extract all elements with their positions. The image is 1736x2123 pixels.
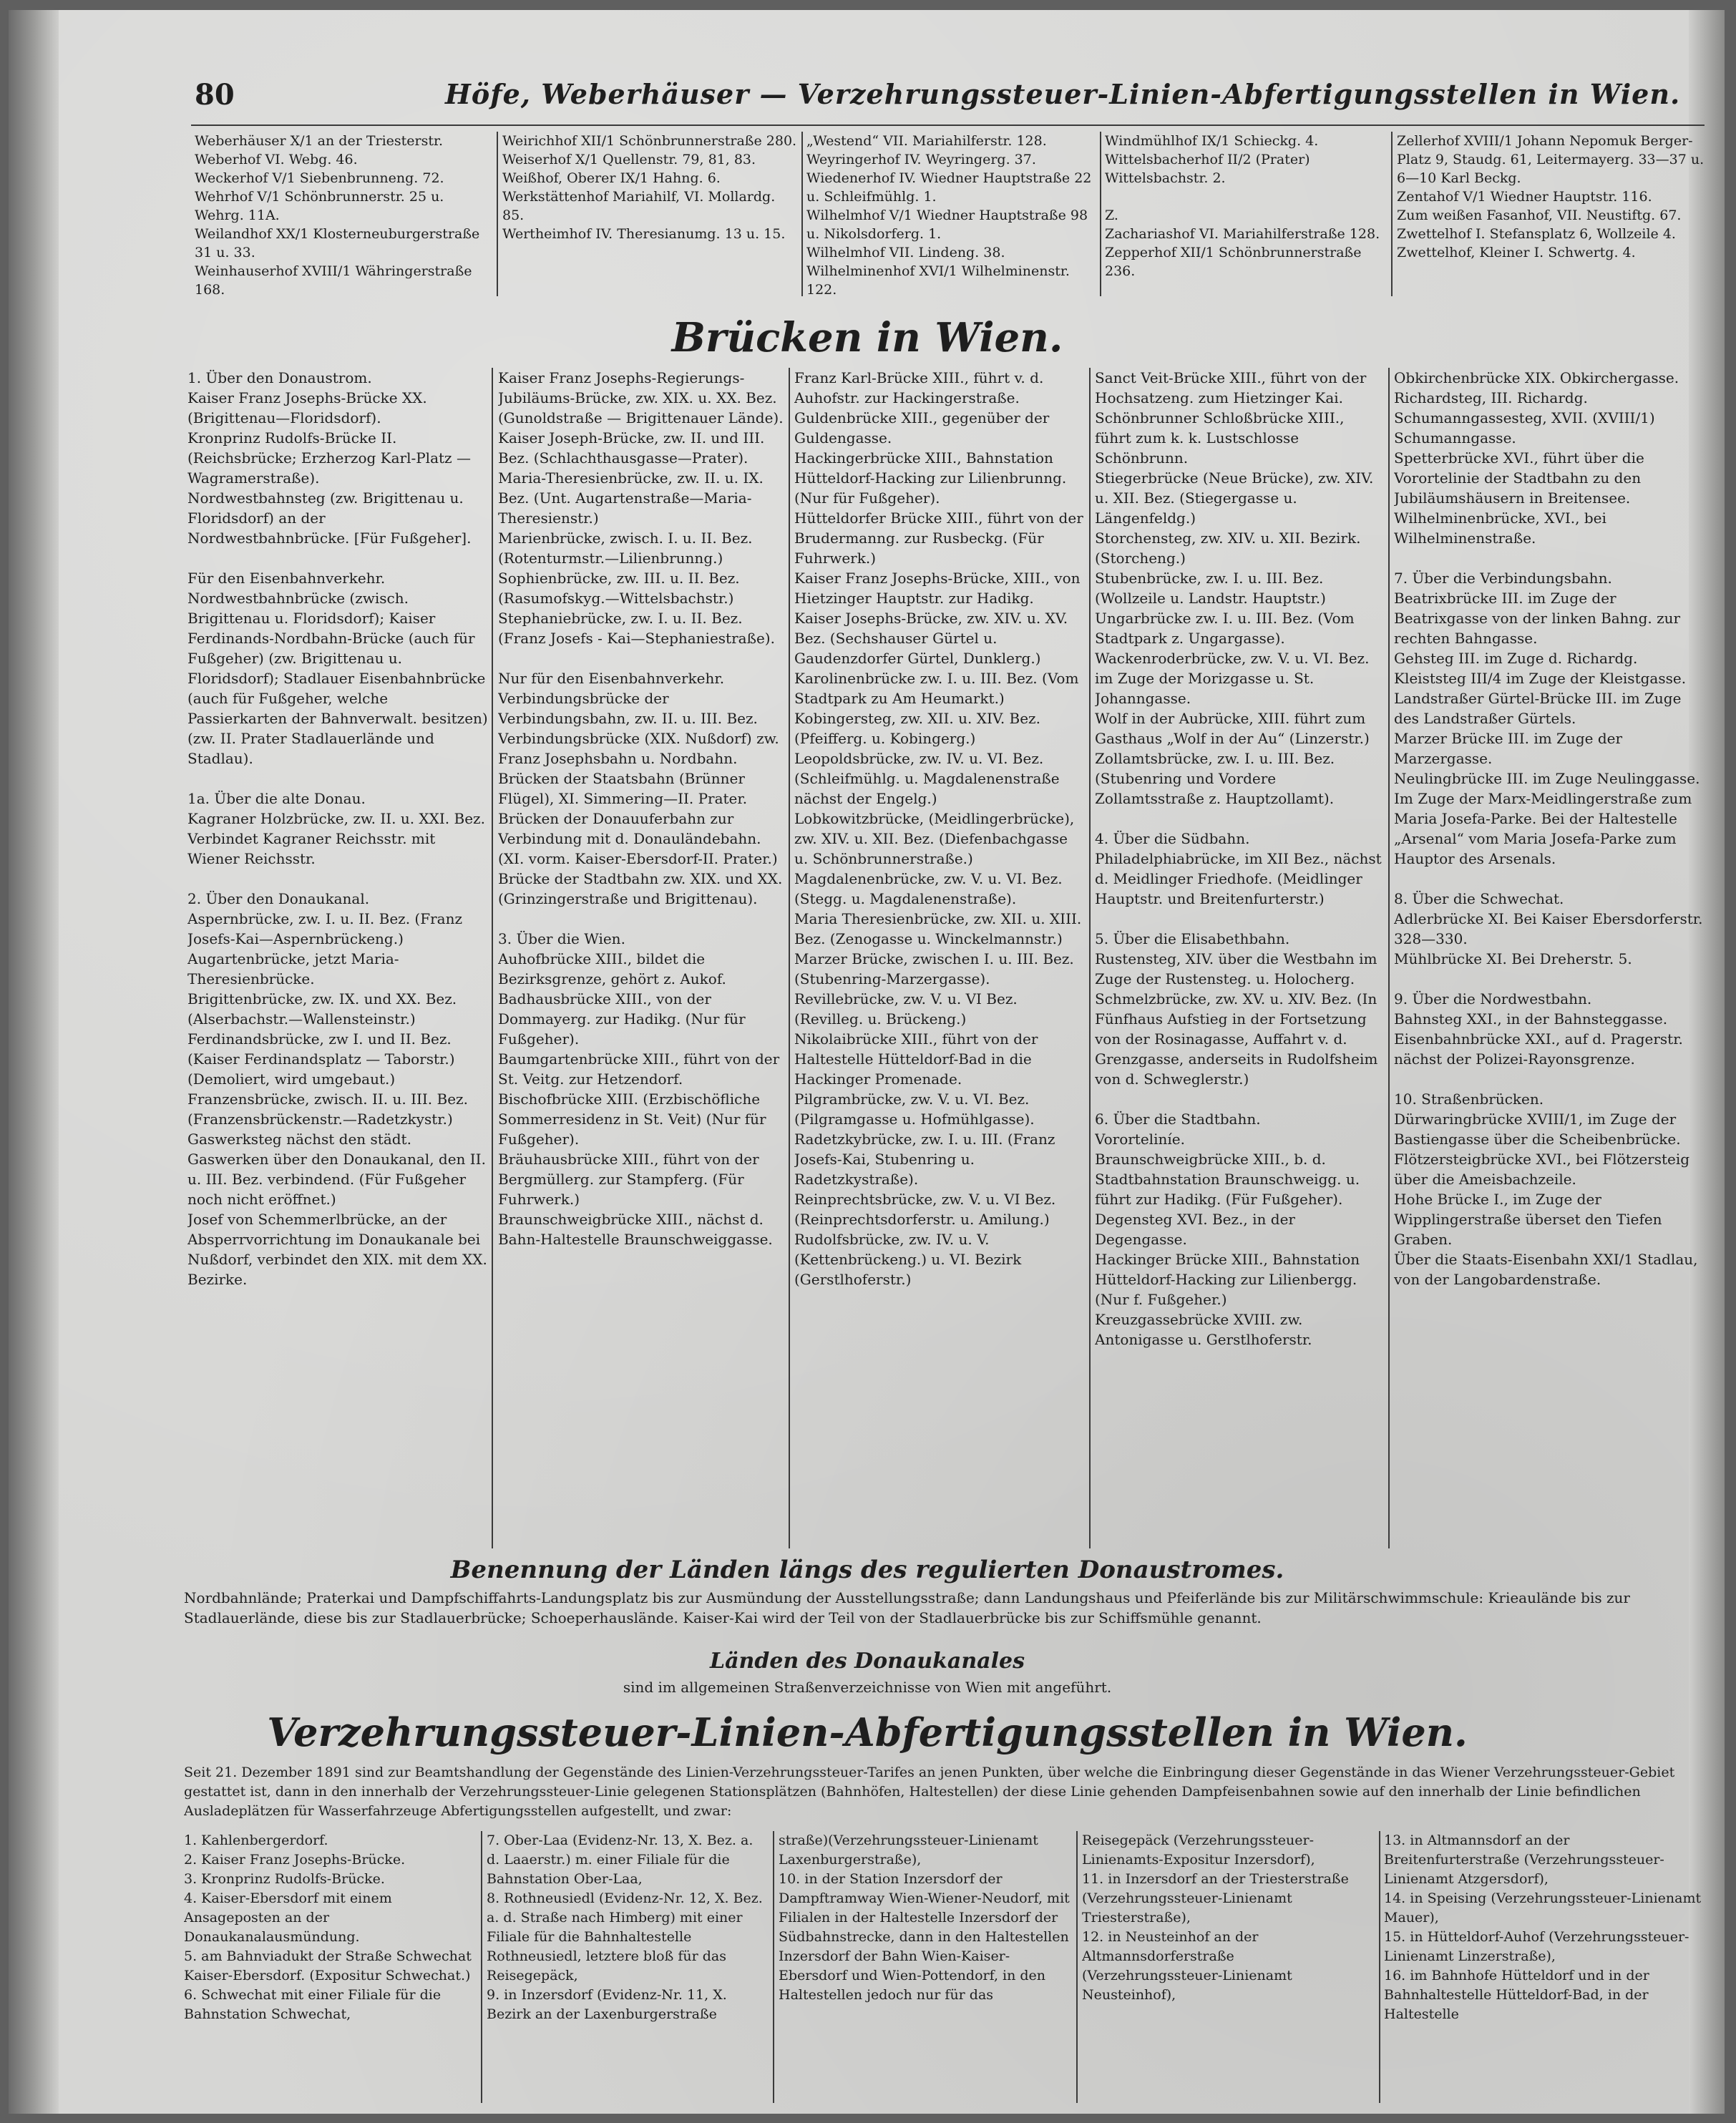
verzehrung-column-2: 7. Ober-Laa (Evidenz-Nr. 13, X. Bez. a. d. Laaerstr.) m. einer Filiale für die Bahnstation Ober-Laa, 8. Rothneusiedl (Evidenz-Nr. 12, X. Bez. a. d. Straße nach Himberg) mit einer Filiale für die Bahnhaltestelle Rothneusiedl, letztere bloß für das Reisegepäck, 9. in Inzersdorf (Evidenz-Nr. 11, X. Bezirk an der Laxenburgerstraße bbox=[487, 1832, 763, 2022]
column-divider bbox=[1379, 1831, 1380, 2103]
running-title: Höfe, Weberhäuser — Verzehrungssteuer-Linien-Abfertigungsstellen in Wien. bbox=[445, 78, 1681, 110]
laenden-title: Benennung der Länden längs des regulierten Donaustromes. bbox=[450, 1556, 1284, 1584]
page-number: 80 bbox=[195, 78, 235, 112]
verzehrung-intro: Seit 21. Dezember 1891 sind zur Beamtshandlung der Gegenstände des Linien-Verzehrungssteuer-Tarifes an jenen Punkten, über welche die Einbringung dieser Gegenstände in das Wiener Verzehrungssteuer-Gebiet gestattet ist, dann in den innerhalb der Verzehrungssteuer-Linie gelegenen Stationsplätzen (Bahnhöfen, Haltestellen) der diese Linie gehenden Dampfeisenbahnen sowie auf den innerhalb der Linie befindlichen Ausladeplätzen für Wasserfahrzeuge Abfertigungsstellen aufgestellt, und zwar: bbox=[184, 1765, 1675, 1819]
hoefe-column-5: Zellerhof XVIII/1 Johann Nepomuk Berger-Platz 9, Staudg. 61, Leitermayerg. 33—37 u. 6—10 Karl Beckg. Zentahof V/1 Wiedner Hauptstr. 116. Zum weißen Fasanhof, VII. Neustiftg. 67. Zwettelhof I. Stefansplatz 6, Wollzeile 4. Zwettelhof, Kleiner I. Schwertg. 4. bbox=[1397, 133, 1705, 260]
laenden-subtext: sind im allgemeinen Straßenverzeichnisse von Wien mit angeführt. bbox=[623, 1679, 1112, 1696]
column-divider bbox=[789, 368, 790, 1548]
hoefe-column-3: „Westend“ VII. Mariahilferstr. 128. Weyringerhof IV. Weyringerg. 37. Wiedenerhof IV. Wiedner Hauptstraße 22 u. Schleifmühlg. 1. Wilhelmhof V/1 Wiedner Hauptstraße 98 u. Nikolsdorferg. 1. Wilhelmhof VII. Lindeng. 38. Wilhelminenhof XVI/1 Wilhelminenstr. 122. bbox=[806, 133, 1092, 296]
verzehrung-column-4: Reisegepäck (Verzehrungssteuer-Linienamts-Expositur Inzersdorf), 11. in Inzersdorf an der Triesterstraße (Verzehrungssteuer-Linienamt Triesterstraße), 12. in Neusteinhof an der Altmannsdorferstraße (Verzehrungssteuer-Linienamt Neusteinhof), bbox=[1082, 1832, 1349, 2003]
header-rule bbox=[191, 125, 1705, 126]
hoefe-column-2: Weirichhof XII/1 Schönbrunnerstraße 280. Weiserhof X/1 Quellenstr. 79, 81, 83. Weißhof, Oberer IX/1 Hahng. 6. Werkstättenhof Mariahilf, VI. Mollardg. 85. Wertheimhof IV. Theresianumg. 13 u. 15. bbox=[502, 133, 797, 242]
verzehrung-column-5: 13. in Altmannsdorf an der Breitenfurterstraße (Verzehrungssteuer-Linienamt Atzgersdorf), 14. in Speising (Verzehrungssteuer-Linienamt Mauer), 15. in Hütteldorf-Auhof (Verzehrungssteuer-Linienamt Linzerstraße), 16. im Bahnhofe Hütteldorf und in der Bahnhaltestelle Hütteldorf-Bad, in der Haltestelle bbox=[1384, 1832, 1702, 2022]
column-divider bbox=[1391, 132, 1393, 296]
bruecken-column-1: 1. Über den Donaustrom. Kaiser Franz Josephs-Brücke XX. (Brigittenau—Floridsdorf). Kronprinz Rudolfs-Brücke II. (Reichsbrücke; Erzherzog Karl-Platz — Wagramerstraße). Nordwestbahnsteg (zw. Brigittenau u. Floridsdorf) an der Nordwestbahnbrücke. [Für Fußgeher]. Für den Eisenbahnverkehr. Nordwestbahnbrücke (zwisch. Brigittenau u. Floridsdorf); Kaiser Ferdinands-Nordbahn-Brücke (auch für Fußgeher) (zw. Brigittenau u. Floridsdorf); Stadlauer Eisenbahnbrücke (auch für Fußgeher, welche Passierkarten der Bahnverwalt. besitzen) (zw. II. Prater Stadlauerlände und Stadlau). 1a. Über die alte Donau. Kagraner Holzbrücke, zw. II. u. XXI. Bez. Verbindet Kagraner Reichsstr. mit Wiener Reichsstr. 2. Über den Donaukanal. Aspernbrücke, zw. I. u. II. Bez. (Franz Josefs-Kai—Aspernbrückeng.) Augartenbrücke, jetzt Maria-Theresienbrücke. Brigittenbrücke, zw. IX. und XX. Bez. (Alserbachstr.—Wallensteinstr.) Ferdinandsbrücke, zw I. und II. Bez. (Kaiser Ferdinandsplatz — Taborstr.) (Demoliert, wird umgebaut.) Franzensbrücke, zwisch. II. u. III. Bez. (Franzensbrückenstr.—Radetzkystr.) Gaswerksteg nächst den städt. Gaswerken über den Donaukanal, den II. u. III. Bez. verbindend. (Für Fußgeher noch nicht eröffnet.) Josef von Schemmerlbrücke, an der Absperrvorrichtung im Donaukanale bei Nußdorf, verbindet den XIX. mit dem XX. Bezirke. bbox=[187, 369, 488, 1288]
column-divider bbox=[1388, 368, 1390, 1548]
column-divider bbox=[773, 1831, 774, 2103]
column-divider bbox=[1089, 368, 1091, 1548]
hoefe-column-1: Weberhäuser X/1 an der Triesterstr. Weberhof VI. Webg. 46. Weckerhof V/1 Siebenbrunneng. 72. Wehrhof V/1 Schönbrunnerstr. 25 u. Wehrg. 11A. Weilandhof XX/1 Klosterneuburgerstraße 31 u. 33. Weinhauserhof XVIII/1 Währingerstraße 168. bbox=[195, 133, 480, 296]
bruecken-column-5: Obkirchenbrücke XIX. Obkirchergasse. Richardsteg, III. Richardg. Schumanngassesteg, XVII. (XVIII/1) Schumanngasse. Spetterbrücke XVI., führt über die Vorortelinie der Stadtbahn zu den Jubiläumshäusern in Breitensee. Wilhelminenbrücke, XVI., bei Wilhelminenstraße. 7. Über die Verbindungsbahn. Beatrixbrücke III. im Zuge der Beatrixgasse von der linken Bahng. zur rechten Bahngasse. Gehsteg III. im Zuge d. Richardg. Kleiststeg III/4 im Zuge der Kleistgasse. Landstraßer Gürtel-Brücke III. im Zuge des Landstraßer Gürtels. Marzer Brücke III. im Zuge der Marzergasse. Neulingbrücke III. im Zuge Neulinggasse. Im Zuge der Marx-Meidlingerstraße zum Maria Josefa-Parke. Bei der Haltestelle „Arsenal“ vom Maria Josefa-Parke zum Hauptor des Arsenals. 8. Über die Schwechat. Adlerbrücke XI. Bei Kaiser Ebersdorferstr. 328—330. Mühlbrücke XI. Bei Dreherstr. 5. 9. Über die Nordwestbahn. Bahnsteg XXI., in der Bahnsteggasse. Eisenbahnbrücke XXI., auf d. Pragerstr. nächst der Polizei-Rayonsgrenze. 10. Straßenbrücken. Dürwaringbrücke XVIII/1, im Zuge der Bastiengasse über die Scheibenbrücke. Flötzersteigbrücke XVI., bei Flötzersteig über die Ameisbachzeile. Hohe Brücke I., im Zuge der Wipplingerstraße überset den Tiefen Graben. Über die Staats-Eisenbahn XXI/1 Stadlau, von der Langobardenstraße. bbox=[1394, 369, 1703, 1288]
bruecken-column-4: Sanct Veit-Brücke XIII., führt von der Hochsatzeng. zum Hietzinger Kai. Schönbrunner Schloßbrücke XIII., führt zum k. k. Lustschlosse Schönbrunn. Stiegerbrücke (Neue Brücke), zw. XIV. u. XII. Bez. (Stiegergasse u. Längenfeldg.) Storchensteg, zw. XIV. u. XII. Bezirk. (Storcheng.) Stubenbrücke, zw. I. u. III. Bez. (Wollzeile u. Landstr. Hauptstr.) Ungarbrücke zw. I. u. III. Bez. (Vom Stadtpark z. Ungargasse). Wackenroderbrücke, zw. V. u. VI. Bez. im Zuge der Morizgasse u. St. Johanngasse. Wolf in der Aubrücke, XIII. führt zum Gasthaus „Wolf in der Au“ (Linzerstr.) Zollamtsbrücke, zw. I. u. III. Bez. (Stubenring und Vordere Zollamtsstraße z. Hauptzollamt). 4. Über die Südbahn. Philadelphiabrücke, im XII Bez., nächst d. Meidlinger Friedhofe. (Meidlinger Hauptstr. und Breitenfurterstr.) 5. Über die Elisabethbahn. Rustensteg, XIV. über die Westbahn im Zuge der Rustensteg. u. Holocherg. Schmelzbrücke, zw. XV. u. XIV. Bez. (In Fünfhaus Aufstieg in der Fortsetzung von der Rosinagasse, Auffahrt v. d. Grenzgasse, anderseits in Rudolfsheim von d. Schweglerstr.) 6. Über die Stadtbahn. Vororteliníe. Braunschweigbrücke XIII., b. d. Stadtbahnstation Braunschweigg. u. führt zur Hadikg. (Für Fußgeher). Degensteg XVI. Bez., in der Degengasse. Hackinger Brücke XIII., Bahnstation Hütteldorf-Hacking zur Lilienbergg. (Nur f. Fußgeher.) Kreuzgassebrücke XVIII. zw. Antonigasse u. Gerstlhoferstr. bbox=[1095, 369, 1382, 1348]
column-divider bbox=[801, 132, 803, 296]
column-divider bbox=[1076, 1831, 1078, 2103]
verzehrung-column-1: 1. Kahlenbergerdorf. 2. Kaiser Franz Josephs-Brücke. 3. Kronprinz Rudolfs-Brücke. 4. Kaiser-Ebersdorf mit einem Ansageposten an der Donaukanalausmündung. 5. am Bahnviadukt der Straße Schwechat Kaiser-Ebersdorf. (Expositur Schwechat.) 6. Schwechat mit einer Filiale für die Bahnstation Schwechat, bbox=[184, 1832, 472, 2022]
column-divider bbox=[481, 1831, 482, 2103]
column-divider bbox=[492, 368, 493, 1548]
hoefe-column-4: Windmühlhof IX/1 Schieckg. 4. Wittelsbacherhof II/2 (Prater) Wittelsbachstr. 2. Z. Zachariashof VI. Mariahilferstraße 128. Zepperhof XII/1 Schönbrunnerstraße 236. bbox=[1105, 133, 1380, 279]
column-divider bbox=[497, 132, 498, 296]
verzehrung-title: Verzehrungssteuer-Linien-Abfertigungsstellen in Wien. bbox=[267, 1709, 1468, 1755]
column-divider bbox=[1100, 132, 1101, 296]
bruecken-column-2: Kaiser Franz Josephs-Regierungs-Jubiläums-Brücke, zw. XIX. u. XX. Bez. (Gunoldstraße — Brigittenauer Lände). Kaiser Joseph-Brücke, zw. II. und III. Bez. (Schlachthausgasse—Prater). Maria-Theresienbrücke, zw. II. u. IX. Bez. (Unt. Augartenstraße—Maria-Theresienstr.) Marienbrücke, zwisch. I. u. II. Bez. (Rotenturmstr.—Lilienbrunng.) Sophienbrücke, zw. III. u. II. Bez. (Rasumofskyg.—Wittelsbachstr.) Stephaniebrücke, zw. I. u. II. Bez. (Franz Josefs - Kai—Stephaniestraße). Nur für den Eisenbahnverkehr. Verbindungsbrücke der Verbindungsbahn, zw. II. u. III. Bez. Verbindungsbrücke (XIX. Nußdorf) zw. Franz Josephsbahn u. Nordbahn. Brücken der Staatsbahn (Brünner Flügel), XI. Simmering—II. Prater. Brücken der Donauuferbahn zur Verbindung mit d. Donauländebahn. (XI. vorm. Kaiser-Ebersdorf-II. Prater.) Brücke der Stadtbahn zw. XIX. und XX. (Grinzingerstraße und Brigittenau). 3. Über die Wien. Auhofbrücke XIII., bildet die Bezirksgrenze, gehört z. Aukof. Badhausbrücke XIII., von der Dommayerg. zur Hadikg. (Nur für Fußgeher). Baumgartenbrücke XIII., führt von der St. Veitg. zur Hetzendorf. Bischofbrücke XIII. (Erzbischöfliche Sommerresidenz in St. Veit) (Nur für Fußgeher). Bräuhausbrücke XIII., führt von der Bergmüllerg. zur Stampferg. (Für Fuhrwerk.) Braunschweigbrücke XIII., nächst d. Bahn-Haltestelle Braunschweiggasse. bbox=[498, 369, 784, 1248]
laenden-subtitle: Länden des Donaukanales bbox=[710, 1649, 1025, 1674]
verzehrung-column-3: straße)(Verzehrungssteuer-Linienamt Laxenburgerstraße), 10. in der Station Inzersdorf der Dampftramway Wien-Wiener-Neudorf, mit Filialen in der Haltestelle Inzersdorf der Südbahnstrecke, dann in den Haltestellen Inzersdorf der Bahn Wien-Kaiser-Ebersdorf und Wien-Pottendorf, in den Haltestellen jedoch nur für das bbox=[779, 1832, 1070, 2003]
laenden-text: Nordbahnlände; Praterkai und Dampfschiffahrts-Landungsplatz bis zur Ausmündung der Ausstellungsstraße; dann Landungshaus und Pfeiferlände bis zur Militärschwimmschule: Krieaulände bis zur Stadlauerlände, diese bis zur Stadlauerbrücke; Schoeperhauslände. Kaiser-Kai wird der Teil von der Stadlauerbrücke bis zur Schiffsmühle genannt. bbox=[184, 1589, 1630, 1626]
document-page bbox=[9, 10, 1725, 2114]
binding-shadow bbox=[9, 10, 59, 2114]
bruecken-column-3: Franz Karl-Brücke XIII., führt v. d. Auhofstr. zur Hackingerstraße. Guldenbrücke XIII., gegenüber der Guldengasse. Hackingerbrücke XIII., Bahnstation Hütteldorf-Hacking zur Lilienbrunng. (Nur für Fußgeher). Hütteldorfer Brücke XIII., führt von der Brudermanng. zur Rusbeckg. (Für Fuhrwerk.) Kaiser Franz Josephs-Brücke, XIII., von Hietzinger Hauptstr. zur Hadikg. Kaiser Josephs-Brücke, zw. XIV. u. XV. Bez. (Sechshauser Gürtel u. Gaudenzdorfer Gürtel, Dunklerg.) Karolinenbrücke zw. I. u. III. Bez. (Vom Stadtpark zu Am Heumarkt.) Kobingersteg, zw. XII. u. XIV. Bez. (Pfeifferg. u. Kobingerg.) Leopoldsbrücke, zw. IV. u. VI. Bez. (Schleifmühlg. u. Magdalenenstraße nächst der Engelg.) Lobkowitzbrücke, (Meidlingerbrücke), zw. XIV. u. XII. Bez. (Diefenbachgasse u. Schönbrunnerstraße.) Magdalenenbrücke, zw. V. u. VI. Bez. (Stegg. u. Magdalenenstraße). Maria Theresienbrücke, zw. XII. u. XIII. Bez. (Zenogasse u. Winckelmannstr.) Marzer Brücke, zwischen I. u. III. Bez. (Stubenring-Marzergasse). Revillebrücke, zw. V. u. VI Bez. (Revilleg. u. Brückeng.) Nikolaibrücke XIII., führt von der Haltestelle Hütteldorf-Bad in die Hackinger Promenade. Pilgrambrücke, zw. V. u. VI. Bez. (Pilgramgasse u. Hofmühlgasse). Radetzkybrücke, zw. I. u. III. (Franz Josefs-Kai, Stubenring u. Radetzkystraße). Reinprechtsbrücke, zw. V. u. VI Bez. (Reinprechtsdorferstr. u. Amilung.) Rudolfsbrücke, zw. IV. u. V. (Kettenbrückeng.) u. VI. Bezirk (Gerstlhoferstr.) bbox=[794, 369, 1083, 1288]
bruecken-title: Brücken in Wien. bbox=[671, 314, 1063, 361]
page-header bbox=[195, 78, 1681, 128]
